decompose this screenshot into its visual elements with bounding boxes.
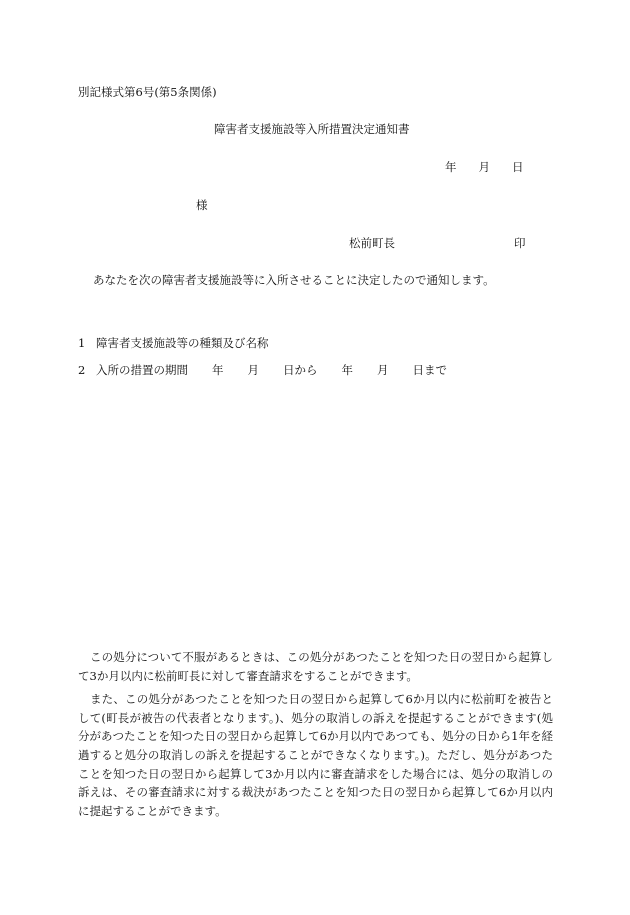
item-label: 入所の措置の期間 bbox=[96, 363, 188, 377]
intro-sentence: あなたを次の障害者支援施設等に入所させることに決定したので通知します。 bbox=[93, 273, 495, 287]
date-day: 日 bbox=[512, 160, 524, 174]
period-from-month: 月 bbox=[247, 363, 259, 377]
item-number: 2 bbox=[78, 363, 86, 377]
date-month: 月 bbox=[478, 160, 490, 174]
period-from-year: 年 bbox=[212, 363, 224, 377]
appeal-notice-paragraph: この処分について不服があるときは、この処分があつたことを知つた日の翌日から起算して3か月以内に松前町長に対して審査請求をすることができます。 bbox=[78, 650, 553, 683]
item-number: 1 bbox=[78, 336, 86, 350]
seal-mark: 印 bbox=[514, 236, 526, 250]
issuer-name: 松前町長 bbox=[349, 236, 395, 250]
period-to-month: 月 bbox=[377, 363, 389, 377]
period-to-year: 年 bbox=[341, 363, 353, 377]
date-year: 年 bbox=[445, 160, 457, 174]
lawsuit-notice-paragraph: また、この処分があつたことを知つた日の翌日から起算して6か月以内に松前町を被告として(町長が被告の代表者となります。)、処分の取消しの訴えを提起することができます(処分があつたことを知つた日の翌日から起算して6か月以内であつても、処分の日から1年を経過すると処分の取消しの訴えを提起することができなくなります。)。ただし、処分があつたことを知つた日の翌日から起算して3か月以内に審査請求をした場合には、処分の取消しの訴えは、その審査請求に対する裁決があつたことを知つた日の翌日から起算して6か月以内に提起することができます。 bbox=[78, 692, 553, 818]
period-from-day: 日から bbox=[283, 363, 318, 377]
document-title: 障害者支援施設等入所措置決定通知書 bbox=[214, 122, 410, 136]
item-facility-type bbox=[78, 337, 269, 351]
item-label: 障害者支援施設等の種類及び名称 bbox=[96, 336, 269, 350]
date-line bbox=[445, 161, 524, 175]
item-placement-period bbox=[78, 364, 447, 378]
period-to-day: 日まで bbox=[412, 363, 447, 377]
form-number-label: 別記様式第6号(第5条関係) bbox=[78, 85, 217, 99]
addressee-honorific: 様 bbox=[196, 198, 208, 212]
